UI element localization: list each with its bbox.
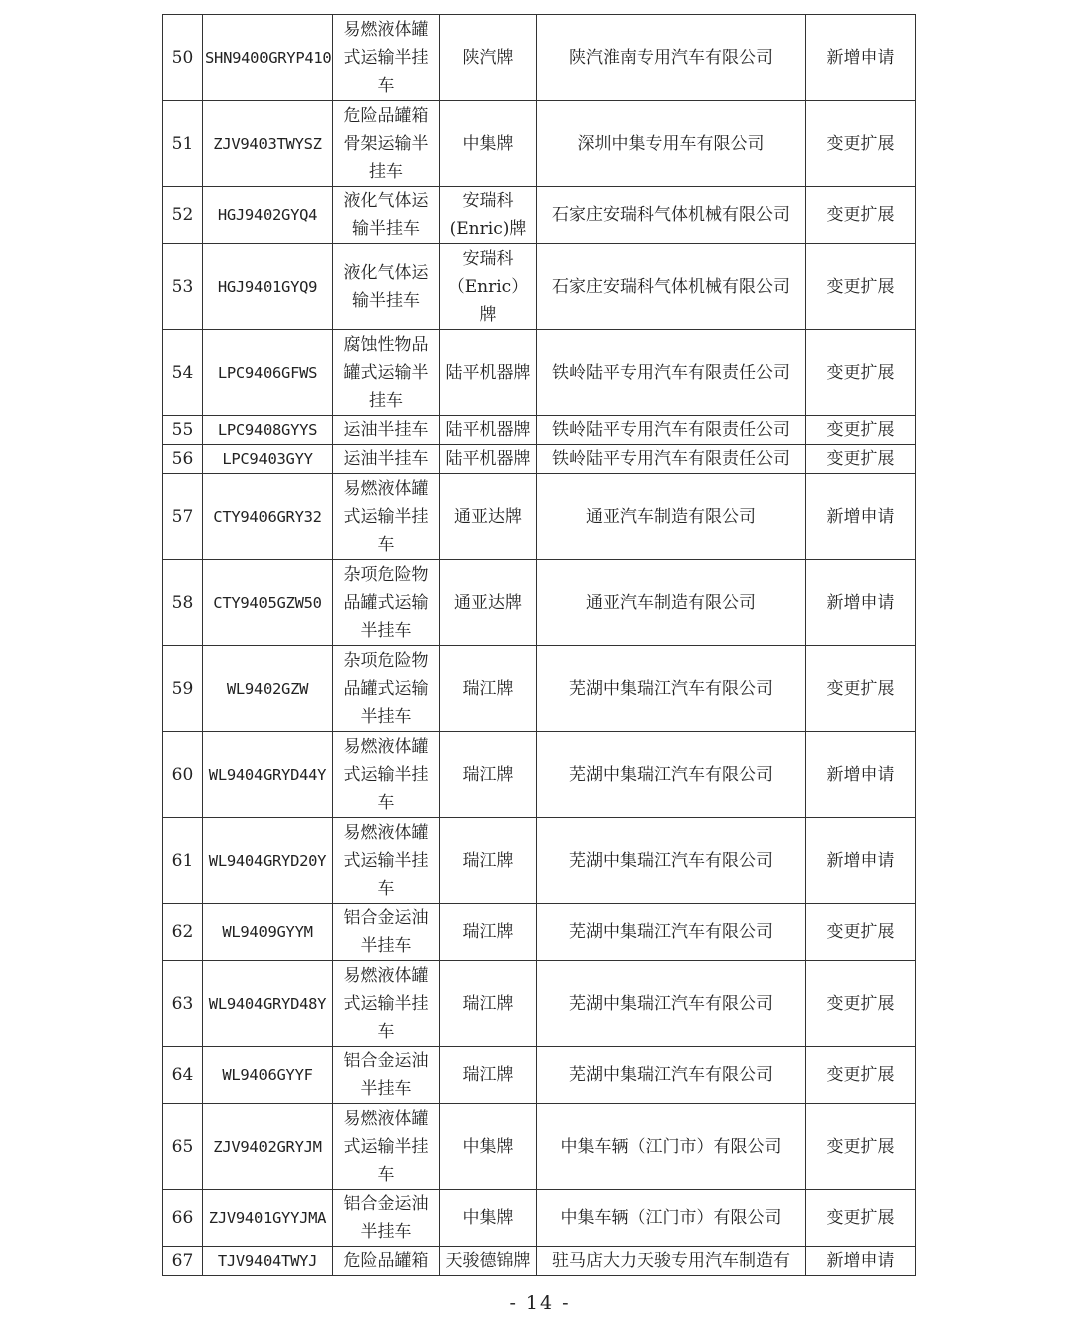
brand-line: 天骏德锦牌 [445,1251,531,1271]
application-type: 变更扩展 [806,244,916,330]
brand-line: 安瑞科 [462,248,514,269]
brand [440,244,537,330]
table-row [163,330,916,416]
brand-line: 陆平机器牌 [445,449,531,469]
vehicle-name-line: 骨架运输半 [343,133,429,154]
company: 芜湖中集瑞江汽车有限公司 [537,732,806,818]
vehicle-name-line: 车 [377,1164,395,1185]
vehicle-model: CTY9405GZW50 [203,560,333,646]
row-number: 58 [163,560,203,646]
application-type: 变更扩展 [806,101,916,187]
brand [440,732,537,818]
brand [440,961,537,1047]
application-type: 新增申请 [806,15,916,101]
vehicle-model: HGJ9401GYQ9 [203,244,333,330]
vehicle-name-line: 运油半挂车 [343,420,429,440]
vehicle-model: ZJV9401GYYJMA [203,1190,333,1247]
vehicle-name [333,15,440,101]
vehicle-name-line: 品罐式运输 [343,592,429,613]
table-row [163,560,916,646]
vehicle-name-line: 挂车 [369,390,403,411]
vehicle-name-line: 品罐式运输 [343,678,429,699]
vehicle-name-line: 易燃液体罐 [343,478,429,499]
vehicle-name [333,474,440,560]
company: 芜湖中集瑞江汽车有限公司 [537,646,806,732]
application-type: 变更扩展 [806,187,916,244]
vehicle-model: ZJV9403TWYSZ [203,101,333,187]
company: 通亚汽车制造有限公司 [537,560,806,646]
vehicle-name-line: 罐式运输半 [343,362,429,383]
row-number: 56 [163,445,203,474]
application-type: 变更扩展 [806,445,916,474]
brand-line: (Enric)牌 [449,219,527,239]
vehicle-name-line: 易燃液体罐 [343,965,429,986]
company: 中集车辆（江门市）有限公司 [537,1190,806,1247]
table-row [163,818,916,904]
company: 芜湖中集瑞江汽车有限公司 [537,904,806,961]
table-row [163,732,916,818]
company: 中集车辆（江门市）有限公司 [537,1104,806,1190]
vehicle-name-line: 车 [377,878,395,899]
brand [440,445,537,474]
brand [440,1247,537,1276]
table-row [163,101,916,187]
company: 芜湖中集瑞江汽车有限公司 [537,961,806,1047]
vehicle-name-line: 车 [377,792,395,813]
company: 驻马店大力天骏专用汽车制造有 [537,1247,806,1276]
brand-line: 中集牌 [462,1136,514,1157]
company: 铁岭陆平专用汽车有限责任公司 [537,330,806,416]
application-type: 变更扩展 [806,330,916,416]
row-number: 65 [163,1104,203,1190]
vehicle-name-line: 运油半挂车 [343,449,429,469]
row-number: 54 [163,330,203,416]
table-row [163,244,916,330]
vehicle-model: ZJV9402GRYJM [203,1104,333,1190]
table-row [163,1247,916,1276]
brand [440,416,537,445]
vehicle-name-line: 式运输半挂 [343,506,429,527]
brand [440,474,537,560]
vehicle-name-line: 半挂车 [360,1222,412,1242]
vehicle-model: WL9402GZW [203,646,333,732]
application-type: 变更扩展 [806,961,916,1047]
row-number: 67 [163,1247,203,1276]
vehicle-name-line: 半挂车 [360,620,412,641]
table-row [163,187,916,244]
brand-line: 瑞江牌 [462,764,514,785]
row-number: 55 [163,416,203,445]
company: 通亚汽车制造有限公司 [537,474,806,560]
vehicle-name-line: 易燃液体罐 [343,19,429,40]
brand-line: 中集牌 [462,133,514,154]
vehicle-name-line: 车 [377,75,395,96]
vehicle-model: WL9409GYYM [203,904,333,961]
vehicle-name-line: 铝合金运油 [343,1194,429,1214]
vehicle-name-line: 液化气体运 [343,262,429,283]
vehicle-name-line: 危险品罐箱 [343,1251,429,1271]
vehicle-name [333,445,440,474]
row-number: 62 [163,904,203,961]
application-type: 新增申请 [806,732,916,818]
vehicle-name-line: 式运输半挂 [343,764,429,785]
vehicle-name-line: 腐蚀性物品 [343,334,429,355]
vehicle-name-line: 易燃液体罐 [343,822,429,843]
application-type: 新增申请 [806,818,916,904]
vehicle-name [333,904,440,961]
vehicle-name-line: 式运输半挂 [343,850,429,871]
application-type: 变更扩展 [806,646,916,732]
brand-line: 通亚达牌 [454,506,522,527]
row-number: 57 [163,474,203,560]
application-type: 变更扩展 [806,1190,916,1247]
brand [440,818,537,904]
vehicle-name [333,101,440,187]
table-row [163,1190,916,1247]
brand-line: 陆平机器牌 [445,362,531,383]
brand [440,1190,537,1247]
vehicle-name [333,560,440,646]
application-type: 变更扩展 [806,904,916,961]
brand-line: 通亚达牌 [454,592,522,613]
brand-line: 中集牌 [462,1208,514,1228]
brand [440,15,537,101]
vehicle-model: LPC9403GYY [203,445,333,474]
vehicle-name [333,330,440,416]
vehicle-name [333,1247,440,1276]
brand-line: 安瑞科 [462,191,514,211]
company: 芜湖中集瑞江汽车有限公司 [537,1047,806,1104]
vehicle-name-line: 式运输半挂 [343,47,429,68]
vehicle-model: LPC9408GYYS [203,416,333,445]
brand-line: 瑞江牌 [462,993,514,1014]
vehicle-name [333,732,440,818]
row-number: 51 [163,101,203,187]
vehicle-name [333,244,440,330]
vehicle-name-line: 车 [377,534,395,555]
vehicle-name [333,818,440,904]
vehicle-name-line: 挂车 [369,161,403,182]
table-row [163,445,916,474]
row-number: 53 [163,244,203,330]
table-row [163,15,916,101]
row-number: 59 [163,646,203,732]
table-body [163,15,916,1276]
table-row [163,416,916,445]
application-type: 新增申请 [806,1247,916,1276]
brand-line: 瑞江牌 [462,850,514,871]
vehicle-name-line: 输半挂车 [352,290,420,311]
row-number: 66 [163,1190,203,1247]
vehicle-name-line: 半挂车 [360,706,412,727]
application-type: 变更扩展 [806,416,916,445]
row-number: 52 [163,187,203,244]
row-number: 50 [163,15,203,101]
table-row [163,1104,916,1190]
row-number: 60 [163,732,203,818]
row-number: 64 [163,1047,203,1104]
row-number: 63 [163,961,203,1047]
brand-line: 瑞江牌 [462,922,514,942]
brand [440,560,537,646]
vehicle-name [333,187,440,244]
vehicle-name-line: 式运输半挂 [343,1136,429,1157]
application-type: 变更扩展 [806,1104,916,1190]
table-row [163,1047,916,1104]
brand-line: 瑞江牌 [462,678,514,699]
application-type: 新增申请 [806,560,916,646]
vehicle-name-line: 半挂车 [360,1079,412,1099]
company: 铁岭陆平专用汽车有限责任公司 [537,416,806,445]
vehicle-model: SHN9400GRYP410 [203,15,333,101]
vehicle-model: TJV9404TWYJ [203,1247,333,1276]
brand-line: 瑞江牌 [462,1065,514,1085]
vehicle-table [162,14,916,1276]
vehicle-name-line: 危险品罐箱 [343,105,429,126]
company: 深圳中集专用车有限公司 [537,101,806,187]
brand-line: （Enric） [447,276,529,297]
company: 石家庄安瑞科气体机械有限公司 [537,244,806,330]
page-number: - 14 - [509,1292,571,1314]
brand [440,646,537,732]
vehicle-name-line: 液化气体运 [343,191,429,211]
application-type: 新增申请 [806,474,916,560]
application-type: 变更扩展 [806,1047,916,1104]
brand [440,101,537,187]
vehicle-name-line: 铝合金运油 [343,908,429,928]
company: 芜湖中集瑞江汽车有限公司 [537,818,806,904]
table-row [163,646,916,732]
brand [440,904,537,961]
table-row [163,961,916,1047]
table-row [163,474,916,560]
table-row [163,904,916,961]
vehicle-name [333,1047,440,1104]
vehicle-name [333,961,440,1047]
vehicle-name [333,1104,440,1190]
vehicle-name [333,416,440,445]
vehicle-name-line: 铝合金运油 [343,1051,429,1071]
brand-line: 陕汽牌 [462,47,514,68]
vehicle-model: WL9404GRYD44Y [203,732,333,818]
vehicle-name-line: 半挂车 [360,936,412,956]
vehicle-name-line: 易燃液体罐 [343,736,429,757]
brand [440,187,537,244]
vehicle-name-line: 杂项危险物 [343,564,429,585]
brand [440,1047,537,1104]
vehicle-name-line: 易燃液体罐 [343,1108,429,1129]
vehicle-name-line: 杂项危险物 [343,650,429,671]
vehicle-model: WL9406GYYF [203,1047,333,1104]
brand-line: 牌 [479,304,497,325]
vehicle-name-line: 车 [377,1021,395,1042]
vehicle-name-line: 输半挂车 [352,219,420,239]
vehicle-name-line: 式运输半挂 [343,993,429,1014]
company: 铁岭陆平专用汽车有限责任公司 [537,445,806,474]
vehicle-model: CTY9406GRY32 [203,474,333,560]
brand [440,330,537,416]
vehicle-model: LPC9406GFWS [203,330,333,416]
vehicle-name [333,1190,440,1247]
brand-line: 陆平机器牌 [445,420,531,440]
row-number: 61 [163,818,203,904]
vehicle-model: WL9404GRYD20Y [203,818,333,904]
company: 陕汽淮南专用汽车有限公司 [537,15,806,101]
vehicle-name [333,646,440,732]
company: 石家庄安瑞科气体机械有限公司 [537,187,806,244]
brand [440,1104,537,1190]
vehicle-model: HGJ9402GYQ4 [203,187,333,244]
vehicle-model: WL9404GRYD48Y [203,961,333,1047]
